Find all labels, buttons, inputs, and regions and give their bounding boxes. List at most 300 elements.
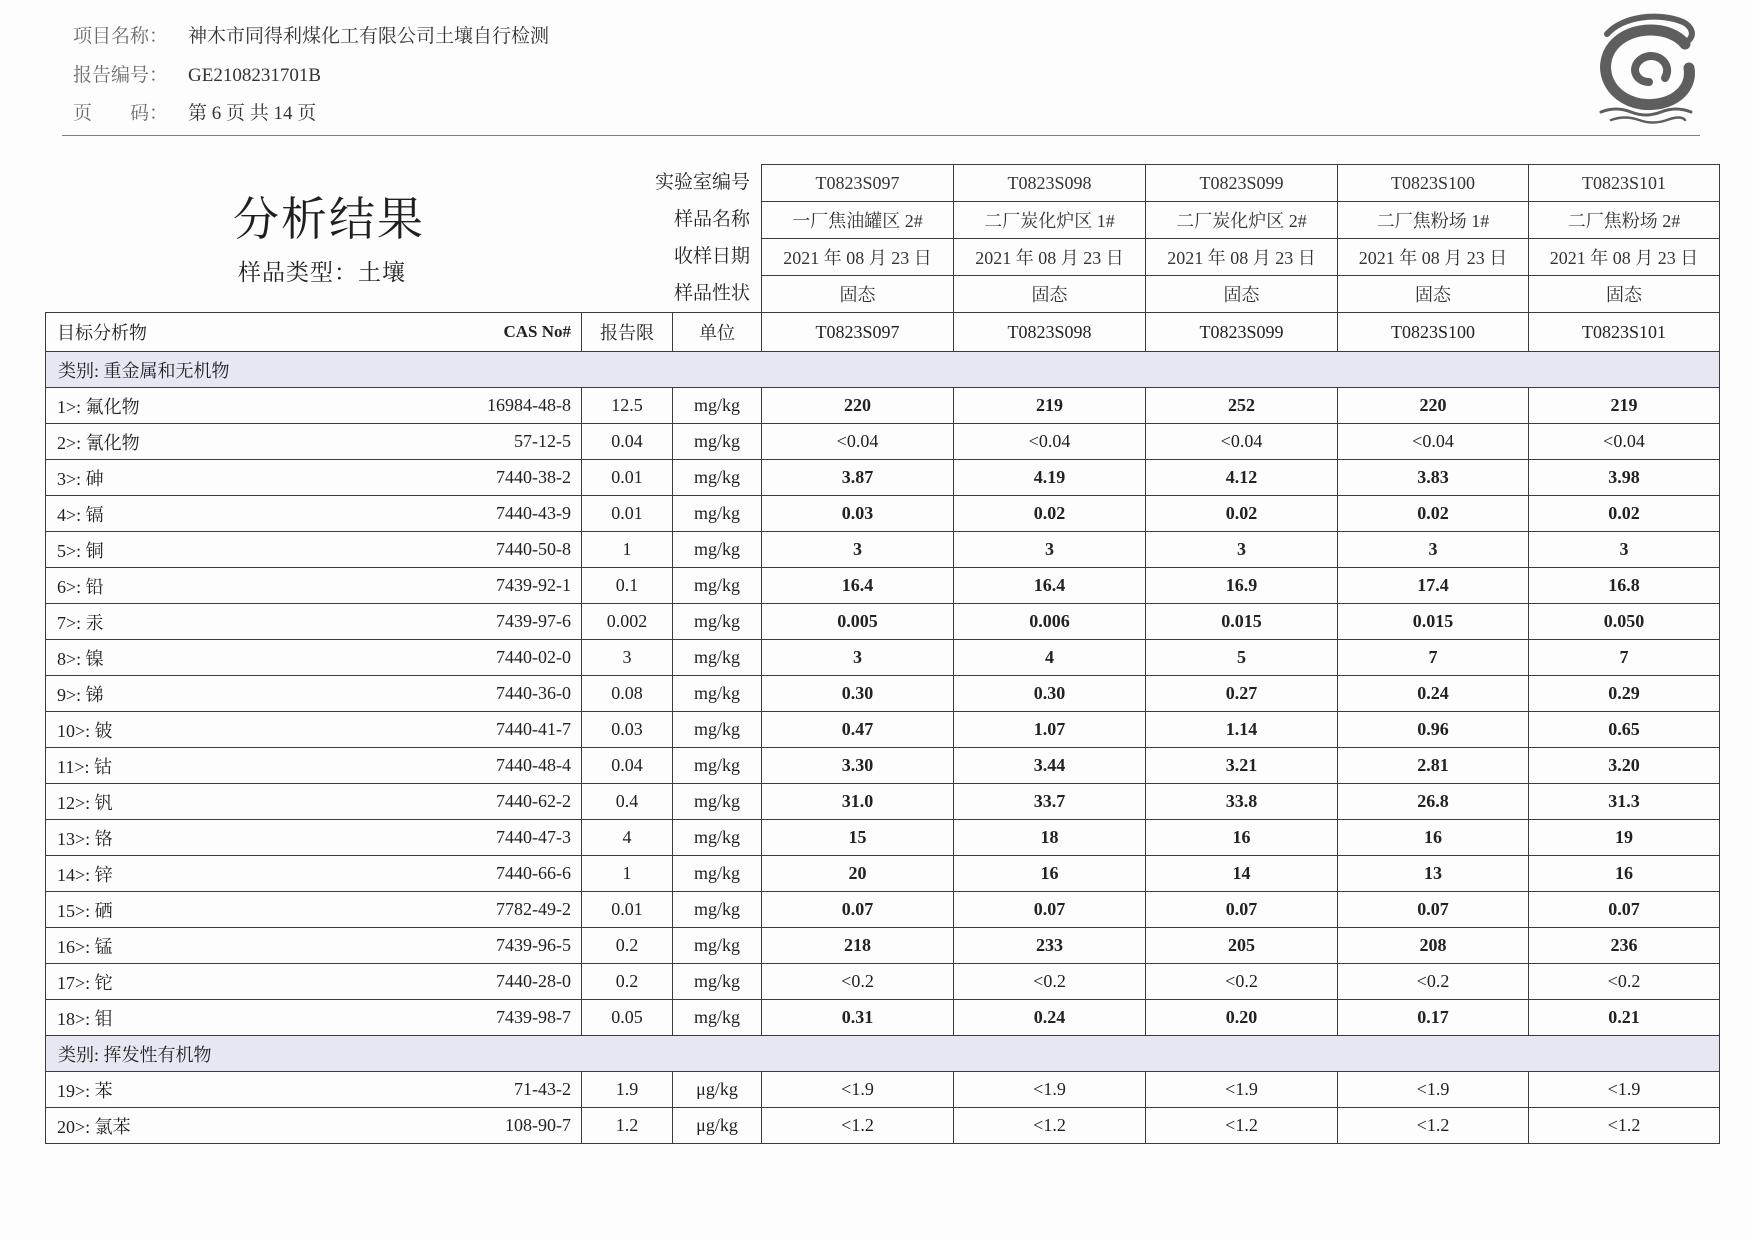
info-row-sample-state [762,276,1720,313]
analyte-cell [46,820,582,856]
receive-date-label: 收样日期 [673,246,750,267]
result-row [46,640,1720,676]
category-label: 类别: 挥发性有机物 [46,1036,1720,1072]
result-value: 33.8 [1146,784,1338,820]
result-value: 3 [1146,532,1338,568]
result-row [46,964,1720,1000]
result-value: 3 [954,532,1146,568]
results-body [46,352,1720,1144]
cas-number: 71-43-2 [514,1079,571,1099]
report-limit: 1.2 [582,1108,673,1144]
result-row [46,424,1720,460]
result-value: 4.12 [1146,460,1338,496]
project-name-label: 项目名称： [73,26,169,47]
info-row-receive-date [762,239,1720,276]
page-title: 分析结果 [233,194,425,245]
result-value: 0.02 [1338,496,1529,532]
analyte-wrap [46,501,581,527]
limit-header: 报告限 [582,313,673,352]
result-value: 0.30 [762,676,954,712]
page-number-value: 第 6 页 共 14 页 [188,103,317,124]
result-value: 0.31 [762,1000,954,1036]
result-value: <1.9 [1338,1072,1529,1108]
report-number-label: 报告编号： [73,65,169,86]
result-value: 236 [1529,928,1720,964]
analyte-cell [46,604,582,640]
cas-number: 7440-62-2 [496,791,571,811]
sample-state-label: 样品性状 [673,283,750,304]
unit: mg/kg [673,1000,762,1036]
analyte-wrap [46,609,581,635]
analyte-cell [46,748,582,784]
result-value: 4 [954,640,1146,676]
analyte-wrap [46,717,581,743]
report-limit: 0.01 [582,892,673,928]
report-limit: 0.08 [582,676,673,712]
result-value: 0.015 [1146,604,1338,640]
logo-inner-swirl [1635,56,1667,82]
analyte-name: 5>: 铜 [57,540,104,561]
analyte-cell [46,532,582,568]
analyte-header [46,313,582,352]
sample-state-cell: 固态 [954,276,1146,313]
unit: mg/kg [673,640,762,676]
analyte-name: 12>: 钒 [57,792,113,813]
result-value: <0.04 [1338,424,1529,460]
result-value: 233 [954,928,1146,964]
unit: mg/kg [673,892,762,928]
result-value: 3.20 [1529,748,1720,784]
project-name-value: 神木市同得利煤化工有限公司土壤自行检测 [188,26,550,47]
result-value: 33.7 [954,784,1146,820]
result-row [46,460,1720,496]
result-row [46,1000,1720,1036]
result-value: <1.9 [954,1072,1146,1108]
logo-outer-swirl [1606,30,1690,105]
unit: mg/kg [673,820,762,856]
analyte-name: 4>: 镉 [57,504,104,525]
unit: mg/kg [673,928,762,964]
result-value: 0.07 [762,892,954,928]
result-value: 0.050 [1529,604,1720,640]
result-value: 4.19 [954,460,1146,496]
result-value: <0.04 [762,424,954,460]
result-value: <1.2 [1338,1108,1529,1144]
company-logo [1585,8,1707,128]
info-row-lab-id [762,165,1720,202]
cas-number: 7440-02-0 [496,647,571,667]
result-value: 0.07 [1529,892,1720,928]
result-value: 3.98 [1529,460,1720,496]
info-row-sample-name [762,202,1720,239]
sample-state-cell: 固态 [1529,276,1720,313]
report-limit: 0.03 [582,712,673,748]
unit: mg/kg [673,964,762,1000]
unit: mg/kg [673,496,762,532]
cas-number: 7439-97-6 [496,611,571,631]
analyte-wrap [46,1113,581,1139]
analyte-wrap [46,969,581,995]
analyte-wrap [46,861,581,887]
cas-number: 108-90-7 [505,1115,571,1135]
result-value: 0.006 [954,604,1146,640]
sample-header-3: T0823S099 [1146,313,1338,352]
cas-number: 7440-66-6 [496,863,571,883]
result-value: 3.30 [762,748,954,784]
result-value: <0.04 [1146,424,1338,460]
unit: μg/kg [673,1072,762,1108]
sample-info-table [761,164,1720,313]
result-value: 16 [1338,820,1529,856]
result-value: 31.0 [762,784,954,820]
results-table [45,312,1720,1144]
analyte-wrap [46,393,581,419]
result-value: 219 [954,388,1146,424]
result-value: 14 [1146,856,1338,892]
result-value: 0.17 [1338,1000,1529,1036]
result-value: <1.2 [1529,1108,1720,1144]
result-value: 252 [1146,388,1338,424]
analyte-name: 2>: 氰化物 [57,432,140,453]
result-value: 3 [762,640,954,676]
lab-id-cell: T0823S100 [1338,165,1529,202]
sample-info-body [762,165,1720,313]
sample-header-1: T0823S097 [762,313,954,352]
result-value: 0.02 [954,496,1146,532]
result-value: 0.03 [762,496,954,532]
report-limit: 0.01 [582,460,673,496]
analyte-wrap [46,681,581,707]
result-value: <0.2 [1338,964,1529,1000]
report-limit: 0.1 [582,568,673,604]
result-value: 16 [954,856,1146,892]
analyte-cell [46,856,582,892]
analyte-name: 9>: 锑 [57,684,104,705]
result-value: 0.07 [1146,892,1338,928]
sample-header-5: T0823S101 [1529,313,1720,352]
analyte-name: 8>: 镍 [57,648,104,669]
report-limit: 1.9 [582,1072,673,1108]
result-value: 3 [1529,532,1720,568]
result-value: <1.2 [954,1108,1146,1144]
results-header-row [46,313,1720,352]
category-label: 类别: 重金属和无机物 [46,352,1720,388]
analyte-cell [46,712,582,748]
report-limit: 3 [582,640,673,676]
result-value: 0.29 [1529,676,1720,712]
page-number-label: 页 码： [73,103,169,124]
analyte-cell [46,892,582,928]
lab-id-cell: T0823S098 [954,165,1146,202]
analyte-name: 10>: 铍 [57,720,113,741]
receive-date-cell: 2021 年 08 月 23 日 [762,239,954,276]
result-value: 31.3 [1529,784,1720,820]
lab-id-cell: T0823S097 [762,165,954,202]
result-value: 16.9 [1146,568,1338,604]
result-value: 3 [762,532,954,568]
analyte-wrap [46,645,581,671]
result-value: 0.96 [1338,712,1529,748]
result-value: <1.9 [1529,1072,1720,1108]
cas-number: 7440-36-0 [496,683,571,703]
lab-id-cell: T0823S101 [1529,165,1720,202]
report-limit: 0.2 [582,964,673,1000]
result-value: 0.24 [1338,676,1529,712]
cas-number: 16984-48-8 [487,395,571,415]
result-value: 218 [762,928,954,964]
result-value: 0.005 [762,604,954,640]
result-row [46,1072,1720,1108]
result-value: <0.2 [762,964,954,1000]
result-value: 19 [1529,820,1720,856]
result-value: <1.9 [1146,1072,1338,1108]
result-value: 17.4 [1338,568,1529,604]
unit: mg/kg [673,712,762,748]
analyte-wrap [46,1005,581,1031]
result-value: <0.2 [954,964,1146,1000]
cas-number: 7440-41-7 [496,719,571,739]
category-row [46,352,1720,388]
receive-date-cell: 2021 年 08 月 23 日 [1529,239,1720,276]
result-value: <0.04 [954,424,1146,460]
cas-header-label: CAS No# [503,322,571,341]
lab-id-cell: T0823S099 [1146,165,1338,202]
sample-name-label: 样品名称 [673,209,750,230]
result-row [46,568,1720,604]
result-row [46,676,1720,712]
analyte-cell [46,1072,582,1108]
analyte-wrap [46,465,581,491]
result-value: 26.8 [1338,784,1529,820]
result-value: 5 [1146,640,1338,676]
sample-info-labels [560,164,750,312]
result-value: 1.14 [1146,712,1338,748]
result-value: 7 [1338,640,1529,676]
analyte-wrap [46,897,581,923]
result-value: 0.24 [954,1000,1146,1036]
unit: mg/kg [673,784,762,820]
analyte-name: 19>: 苯 [57,1080,113,1101]
lab-id-label: 实验室编号 [654,172,750,193]
sample-name-cell: 二厂焦粉场 2# [1529,202,1720,239]
cas-number: 7440-47-3 [496,827,571,847]
result-value: 219 [1529,388,1720,424]
receive-date-cell: 2021 年 08 月 23 日 [1338,239,1529,276]
result-value: <1.2 [1146,1108,1338,1144]
result-value: 0.07 [1338,892,1529,928]
result-value: 16.4 [954,568,1146,604]
analyte-cell [46,1000,582,1036]
sample-state-cell: 固态 [1146,276,1338,313]
report-limit: 0.04 [582,424,673,460]
sample-header-4: T0823S100 [1338,313,1529,352]
unit: mg/kg [673,532,762,568]
unit: mg/kg [673,424,762,460]
result-row [46,748,1720,784]
analyte-name: 11>: 钴 [57,756,112,777]
result-value: <0.2 [1529,964,1720,1000]
result-value: 3.21 [1146,748,1338,784]
result-row [46,856,1720,892]
receive-date-cell: 2021 年 08 月 23 日 [954,239,1146,276]
cas-number: 7439-92-1 [496,575,571,595]
unit: mg/kg [673,748,762,784]
unit-header: 单位 [673,313,762,352]
analyte-cell [46,1108,582,1144]
cas-number: 7440-43-9 [496,503,571,523]
result-value: 18 [954,820,1146,856]
analyte-wrap [46,537,581,563]
report-limit: 12.5 [582,388,673,424]
result-value: 16.4 [762,568,954,604]
result-value: 1.07 [954,712,1146,748]
result-row [46,892,1720,928]
result-value: 0.02 [1146,496,1338,532]
result-value: 0.20 [1146,1000,1338,1036]
analyte-header-label: 目标分析物 [57,323,147,343]
analyte-cell [46,928,582,964]
receive-date-cell: 2021 年 08 月 23 日 [1146,239,1338,276]
unit: mg/kg [673,856,762,892]
sample-header-2: T0823S098 [954,313,1146,352]
result-row [46,532,1720,568]
analyte-name: 1>: 氟化物 [57,396,140,417]
analyte-cell [46,784,582,820]
report-limit: 0.05 [582,1000,673,1036]
sample-state-cell: 固态 [762,276,954,313]
analyte-cell [46,496,582,532]
analyte-wrap [46,789,581,815]
analyte-name: 6>: 铅 [57,576,104,597]
report-limit: 0.01 [582,496,673,532]
result-value: 220 [1338,388,1529,424]
result-row [46,712,1720,748]
header-divider [62,135,1700,136]
result-value: 208 [1338,928,1529,964]
cas-number: 57-12-5 [514,431,571,451]
analyte-name: 20>: 氯苯 [57,1116,131,1137]
result-value: <0.2 [1146,964,1338,1000]
cas-number: 7439-98-7 [496,1007,571,1027]
sample-name-cell: 二厂炭化炉区 2# [1146,202,1338,239]
result-value: 0.47 [762,712,954,748]
analyte-cell [46,676,582,712]
result-value: 20 [762,856,954,892]
result-value: 0.65 [1529,712,1720,748]
result-value: 16 [1529,856,1720,892]
result-value: 0.02 [1529,496,1720,532]
analyte-name: 14>: 锌 [57,864,113,885]
sample-type: 样品类型：土壤 [238,260,406,285]
result-row [46,604,1720,640]
result-value: 0.07 [954,892,1146,928]
report-limit: 0.2 [582,928,673,964]
analyte-cell [46,640,582,676]
result-value: 3.87 [762,460,954,496]
report-limit: 0.002 [582,604,673,640]
report-limit: 0.4 [582,784,673,820]
analyte-name: 3>: 砷 [57,468,104,489]
analyte-name: 15>: 硒 [57,900,113,921]
analyte-header-wrap [46,319,581,345]
analyte-cell [46,388,582,424]
result-value: 0.015 [1338,604,1529,640]
analyte-wrap [46,1077,581,1103]
cas-number: 7440-28-0 [496,971,571,991]
result-row [46,388,1720,424]
report-limit: 0.04 [582,748,673,784]
analyte-name: 17>: 铊 [57,972,113,993]
sample-state-cell: 固态 [1338,276,1529,313]
analyte-wrap [46,429,581,455]
result-value: 16.8 [1529,568,1720,604]
cas-number: 7439-96-5 [496,935,571,955]
report-number-value: GE2108231701B [188,65,321,86]
unit: μg/kg [673,1108,762,1144]
analyte-name: 13>: 铬 [57,828,113,849]
result-value: 205 [1146,928,1338,964]
sample-name-cell: 二厂焦粉场 1# [1338,202,1529,239]
unit: mg/kg [673,604,762,640]
result-value: 3.83 [1338,460,1529,496]
result-value: 15 [762,820,954,856]
analyte-wrap [46,933,581,959]
result-value: 220 [762,388,954,424]
result-value: 2.81 [1338,748,1529,784]
result-row [46,820,1720,856]
result-row [46,1108,1720,1144]
report-limit: 1 [582,532,673,568]
analyte-wrap [46,573,581,599]
analyte-name: 16>: 锰 [57,936,113,957]
result-value: 7 [1529,640,1720,676]
analyte-cell [46,964,582,1000]
result-value: <0.04 [1529,424,1720,460]
result-value: 0.27 [1146,676,1338,712]
result-value: <1.9 [762,1072,954,1108]
result-value: 13 [1338,856,1529,892]
analyte-wrap [46,753,581,779]
report-limit: 1 [582,856,673,892]
unit: mg/kg [673,460,762,496]
result-row [46,496,1720,532]
result-value: 3.44 [954,748,1146,784]
sample-name-cell: 一厂焦油罐区 2# [762,202,954,239]
analyte-cell [46,424,582,460]
cas-number: 7782-49-2 [496,899,571,919]
unit: mg/kg [673,676,762,712]
result-value: 0.30 [954,676,1146,712]
analyte-wrap [46,825,581,851]
analyte-cell [46,460,582,496]
result-value: 3 [1338,532,1529,568]
logo-wave-2 [1611,118,1685,123]
result-row [46,928,1720,964]
result-value: 16 [1146,820,1338,856]
unit: mg/kg [673,568,762,604]
analyte-name: 7>: 汞 [57,612,104,633]
result-row [46,784,1720,820]
result-value: <1.2 [762,1108,954,1144]
report-limit: 4 [582,820,673,856]
cas-number: 7440-50-8 [496,539,571,559]
unit: mg/kg [673,388,762,424]
results-header [46,313,1720,352]
analyte-cell [46,568,582,604]
analyte-name: 18>: 钼 [57,1008,113,1029]
sample-name-cell: 二厂炭化炉区 1# [954,202,1146,239]
result-value: 0.21 [1529,1000,1720,1036]
